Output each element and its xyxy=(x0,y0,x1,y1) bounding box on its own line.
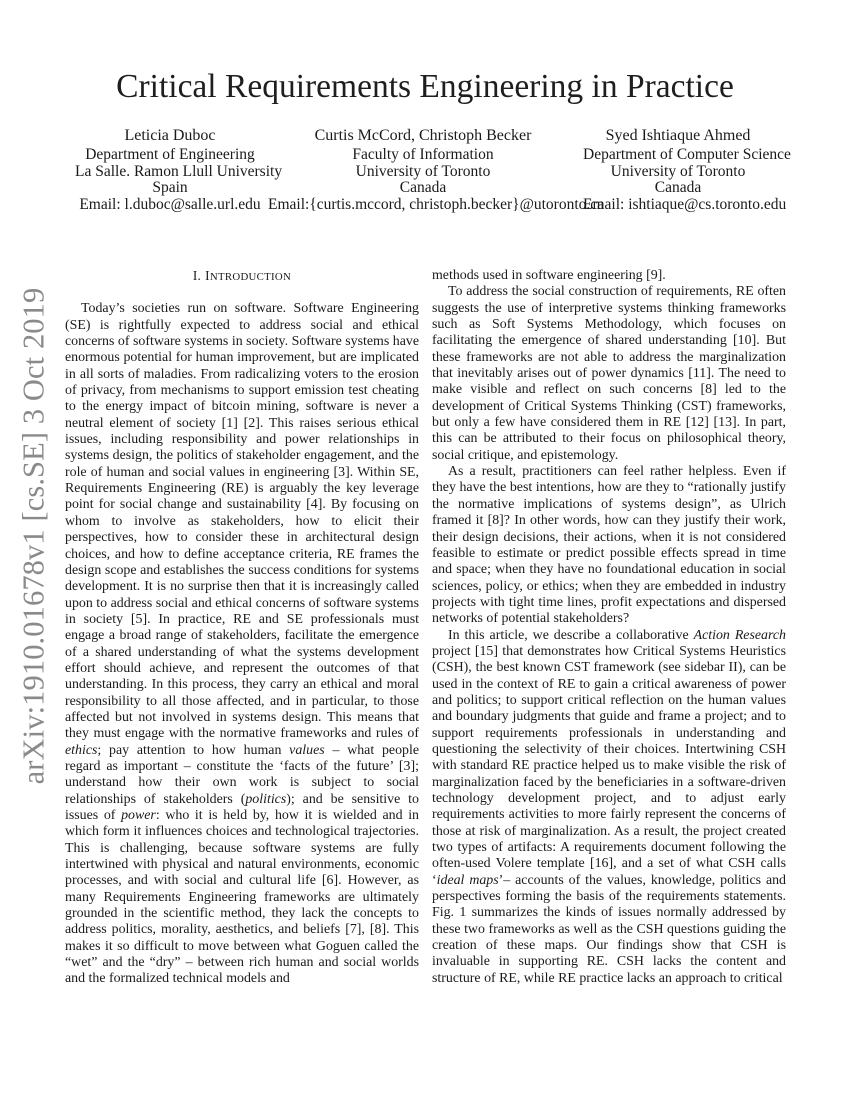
paragraph-text: As a result, practitioners can feel rather helpless. Even if they have the best intentions, how are they to “rationally justify the normative implications of systems design”, as Ulrich framed it [8]? In other words, how can they justify their work, their design decisions, their actions, when it is not considered feasible to estimate or predict possible effects spread in time and space; when they have no foundational education in social sciences, policy, or ethics; when they are embedded in industry projects with tight time lines, profit expectations and dispersed networks of potential stakeholders? xyxy=(432,464,786,627)
author-name: Leticia Duboc xyxy=(124,127,216,144)
paragraph-text: – what people regard as important – constitute the ‘facts of the future’ [3]; understand how their own work is subject to social relationships of stakeholders ( xyxy=(65,742,419,807)
paragraph-text: methods used in software engineering [9]. xyxy=(432,268,666,283)
emphasized-text: ethics xyxy=(65,742,98,758)
author-email: Email: l.duboc@salle.url.edu xyxy=(79,196,261,214)
right-column xyxy=(432,268,786,987)
emphasized-text: values xyxy=(289,742,325,758)
paragraph-text: ); and be sensitive to issues of xyxy=(65,791,419,823)
emphasized-text: power xyxy=(121,808,156,823)
author-department: Faculty of Information xyxy=(352,145,494,163)
author-email: Email:{curtis.mccord, christoph.becker}@utoronto.ca xyxy=(268,196,605,214)
author-email: Email: ishtiaque@cs.toronto.edu xyxy=(583,196,787,214)
author-name: Syed Ishtiaque Ahmed xyxy=(605,127,751,144)
author-block-3 xyxy=(583,127,791,214)
author-country: Canada xyxy=(654,179,702,197)
emphasized-text: Action Research xyxy=(693,627,786,643)
arxiv-sidebar-stamp xyxy=(16,287,52,785)
paragraph-text: In this article, we describe a collaborative xyxy=(448,627,694,643)
author-name: Curtis McCord, Christoph Becker xyxy=(314,127,532,144)
author-department: Department of Computer Science xyxy=(583,145,791,163)
body-paragraph xyxy=(65,301,419,987)
paragraph-text: ; pay attention to how human xyxy=(97,742,290,758)
author-organization: La Salle. Ramon Llull University xyxy=(75,162,283,180)
body-paragraph xyxy=(432,464,786,627)
author-block-1 xyxy=(75,127,283,214)
emphasized-text: ideal maps xyxy=(436,872,499,888)
author-country: Canada xyxy=(399,179,447,197)
author-country: Spain xyxy=(152,179,188,197)
paragraph-text: project [15] that demonstrates how Critical Systems Heuristics (CSH), the best known CST framework (see sidebar II), can be used in the context of RE to gain a critical awareness of power and politics; to support critical reflection on the human values and boundary judgments that guide and frame a project; and to support requirements professionals in understanding and questioning the selectivity of their choices. Intertwining CSH with standard RE practice helped us to make visible the risk of marginalization faced by the beneficiaries in a software-driven technology development project, and to adjust early requirements activities to more fairly represent the concerns of those at risk of marginalization. As a result, the project created two types of artifacts: A requirements document following the often-used Volere template [16], and a set of what CSH calls ‘ xyxy=(432,643,786,888)
body-paragraph xyxy=(432,268,786,284)
emphasized-text: politics xyxy=(245,791,287,807)
paragraph-text: Today’s societies run on software. Software Engineering (SE) is rightfully expected to address social and ethical concerns of software systems in society. Software systems have enormous potential for human improvement, but are implicated in all sorts of maladies. From radicalizing voters to the erosion of privacy, from mechanisms to support emission test cheating to the energy impact of bitcoin mining, software is never a neutral element of society [1] [2]. This raises serious ethical issues, including responsibility and power relationships in systems design, the politics of stakeholder engagement, and the role of human and social values in engineering [3]. Within SE, Requirements Engineering (RE) is arguably the key leverage point for social change and sustainability [4]. By focusing on whom to involve as stakeholders, how to elicit their perspectives, how to consider these in architectural design choices, and how to define acceptance criteria, RE frames the design scope and establishes the success conditions for systems development. It is no surprise then that it is increasingly called upon to address social and ethical concerns of software systems in society [5]. In practice, RE and SE professionals must engage a broad range of stakeholders, facilitate the emergence of a shared understanding of what the systems development effort should achieve, and represent the outcomes of that understanding. In this process, they carry an ethical and moral responsibility to all those affected, and in particular, to those affected but not involved in systems design. This means that they must engage with the normative frameworks and rules of xyxy=(65,301,419,742)
body-paragraph xyxy=(432,284,786,464)
section-heading-introduction: I. INTRODUCTION xyxy=(192,268,292,283)
author-block-2 xyxy=(268,127,605,214)
paragraph-text: : who it is held by, how it is wielded and in which form it influences choices and technological trajectories. This is challenging, because software systems are fully intertwined with physical and natural environments, economic processes, and with social and cultural life [6]. However, as many Requirements Engineering frameworks are ultimately grounded in the scientific method, they lack the concepts to address politics, morality, aesthetics, and beliefs [7], [8]. This makes it so difficult to move between what Goguen called the “wet” and the “dry” – between rich human and social worlds and the formalized technical models and xyxy=(65,808,419,987)
arxiv-identifier: arXiv:1910.01678v1 [cs.SE] 3 Oct 2019 xyxy=(16,287,51,785)
author-organization: University of Toronto xyxy=(355,162,491,180)
paper-title: Critical Requirements Engineering in Practice xyxy=(116,68,734,105)
author-organization: University of Toronto xyxy=(610,162,746,180)
body-paragraph xyxy=(432,628,786,988)
author-department: Department of Engineering xyxy=(85,145,255,163)
left-column xyxy=(65,268,419,988)
paragraph-text: ’– accounts of the values, knowledge, politics and perspectives forming the basis of the requirements statements. Fig. 1 summarizes the kinds of issues normally addressed by these two frameworks as well as the CSH questions guiding the creation of these maps. Our findings show that CSH is invaluable in supporting RE. CSH lacks the content and structure of RE, while RE practice lacks an approach to critical xyxy=(432,872,787,986)
paragraph-text: To address the social construction of requirements, RE often suggests the use of interpretive systems thinking frameworks such as Soft Systems Methodology, which focuses on facilitating the emergence of shared understanding [10]. But these frameworks are not able to address the marginalization that inevitably arises out of power dynamics [11]. The need to make visible and reflect on such concerns [8] led to the development of Critical Systems Thinking (CST) frameworks, but only a few have considered them in RE [12] [13]. In part, this can be attributed to their focus on philosophical theory, social critique, and epistemology. xyxy=(432,284,786,463)
